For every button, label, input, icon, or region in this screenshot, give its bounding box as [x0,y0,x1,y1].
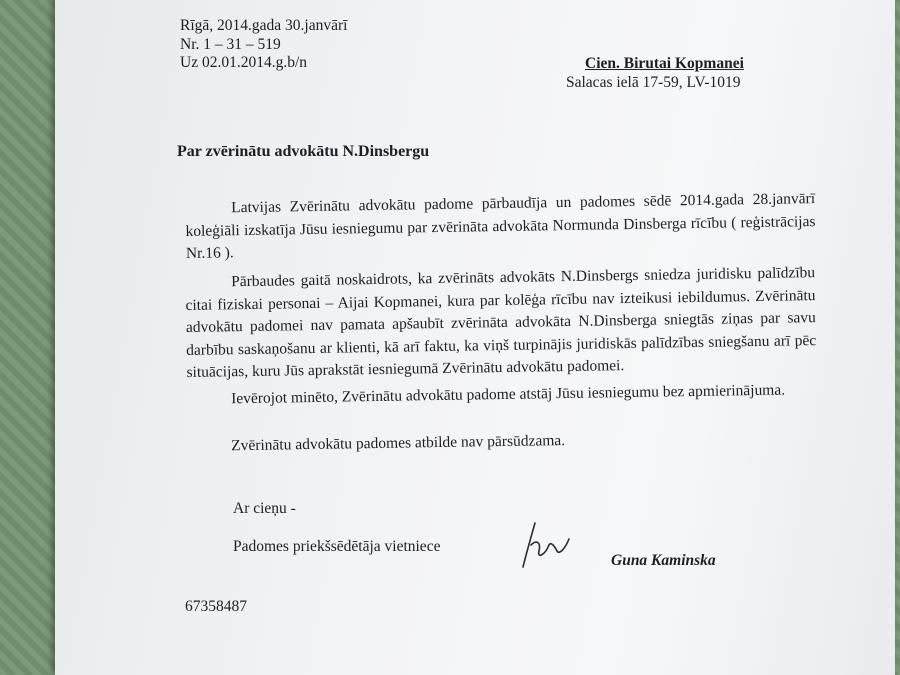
signer-name: Guna Kaminska [611,552,716,569]
phone-number: 67358487 [185,598,247,615]
signer-title: Padomes priekšsēdētāja vietniece [233,538,441,555]
number-line: Nr. 1 – 31 – 519 [180,36,281,53]
subject-line: Par zvērinātu advokātu N.Dinsbergu [177,143,430,160]
paragraph-4: Zvērinātu advokātu padomes atbilde nav pārsūdzama. [231,432,566,455]
paragraph-3: Ievērojot minēto, Zvērinātu advokātu padome atstāj Jūsu iesniegumu bez apmierinājuma. [231,381,786,408]
paragraph-2: Pārbaudes gaitā noskaidrots, ka zvērināts advokāts N.Dinsbergs sniedza juridisku palīdzību citai fiziskai personai – Aijai Kopmanei, kura par kolēģa rīcību nav izteikusi iebildumus. Zvērinātu advokātu padomei nav pamata apšaubīt zvērināta advokāta N.Dinsberga sniegtās ziņas par savu darbību saskaņošanu ar klienti, kā arī faktu, ka viņš turpinājis juridiskās palīdzības sniegšanu arī pēc situācijas, kuru Jūs aprakstāt iesniegumā Zvērinātu advokātu padomei. [185,264,817,381]
letter-page [55,0,895,675]
recipient-address: Salacas ielā 17-59, LV-1019 [566,74,741,91]
closing-greeting: Ar cieņu - [233,500,296,517]
handwritten-signature [517,515,577,575]
date-line: Rīgā, 2014.gada 30.janvārī [180,17,348,34]
reference-line: Uz 02.01.2014.g.b/n [180,54,308,71]
paragraph-1: Latvijas Zvērinātu advokātu padome pārbaudīja un padomes sēdē 2014.gada 28.janvārī koleģiāli izskatīja Jūsu iesniegumu par zvērināta advokāta Normunda Dinsberga rīcību ( reģistrācijas Nr.16 ). [185,190,816,262]
recipient-name: Cien. Birutai Kopmanei [585,55,744,72]
